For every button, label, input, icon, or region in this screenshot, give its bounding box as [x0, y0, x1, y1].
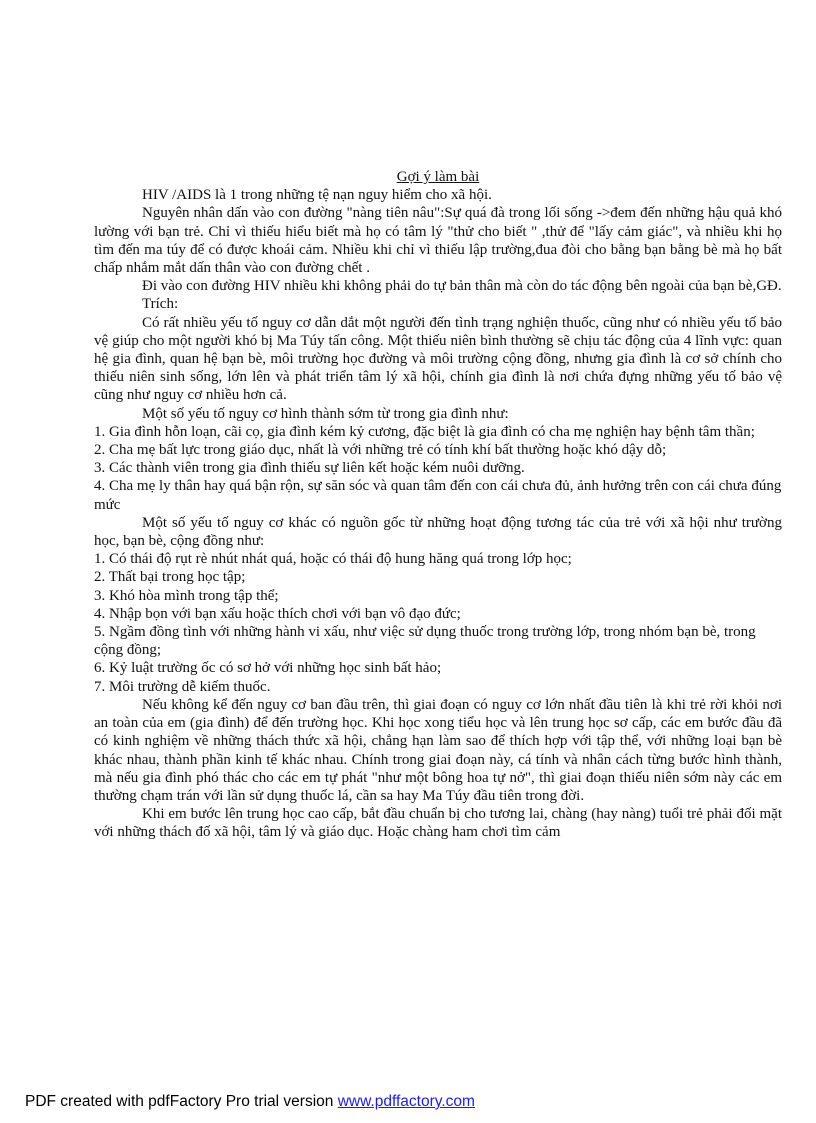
list-item: 4. Cha mẹ ly thân hay quá bận rộn, sự săn sóc và quan tâm đến con cái chưa đủ, ảnh hưởng trên con cái chưa đúng mức [94, 478, 782, 513]
list-item: 4. Nhập bọn với bạn xấu hoặc thích chơi với bạn vô đạo đức; [94, 605, 461, 622]
paragraph: Nguyên nhân dấn vào con đường "nàng tiên nâu":Sự quá đà trong lối sống ->đem đến những hậu quả khó lường với bạn trẻ. Chỉ vì thiếu hiểu biết mà họ có tâm lý "thử cho biết " ,thử để "lấy cảm giác", và nhiều khi họ tìm đến ma túy để có được khoái cảm. Nhiều khi chỉ vì thiếu lập trường,đua đòi cho bằng bạn bằng bè mà họ bất chấp nhắm mắt dấn thân vào con đường chết . [94, 205, 782, 277]
footer-text: PDF created with pdfFactory Pro trial version [25, 1093, 338, 1110]
list-item: 2. Thất bại trong học tập; [94, 569, 246, 586]
paragraph: Một số yếu tố nguy cơ hình thành sớm từ trong gia đình như: [142, 405, 509, 422]
list-item: 6. Kỷ luật trường ốc có sơ hở với những học sinh bất hảo; [94, 660, 442, 677]
paragraph: Trích: [142, 296, 179, 313]
list-item: 1. Có thái độ rụt rè nhút nhát quá, hoặc có thái độ hung hăng quá trong lớp học; [94, 551, 572, 568]
paragraph: Khi em bước lên trung học cao cấp, bắt đầu chuẩn bị cho tương lai, chàng (hay nàng) tuổi trẻ phải đối mặt với những thách đố xã hội, tâm lý và giáo dục. Hoặc chàng ham chơi tìm cảm [94, 806, 782, 841]
list-item: 3. Khó hòa mình trong tập thể; [94, 587, 279, 604]
list-item: 5. Ngầm đồng tình với những hành vi xấu, như việc sử dụng thuốc trong trường lớp, trong nhóm bạn bè, trong cộng đồng; [94, 624, 756, 659]
paragraph: Đi vào con đường HIV nhiều khi không phải do tự bản thân mà còn do tác động bên ngoài của bạn bè,GĐ. [142, 278, 782, 295]
footer-link[interactable]: www.pdffactory.com [337, 1093, 475, 1110]
document-title: Gợi ý làm bài [396, 169, 480, 185]
paragraph: Một số yếu tố nguy cơ khác có nguồn gốc từ những hoạt động tương tác của trẻ với xã hội như trường học, bạn bè, cộng đồng như: [94, 514, 782, 550]
document-body [94, 168, 782, 842]
list-item: 3. Các thành viên trong gia đình thiếu sự liên kết hoặc kém nuôi dưỡng. [94, 460, 525, 477]
list-item: 7. Môi trường dễ kiếm thuốc. [94, 678, 271, 695]
list-item: 1. Gia đình hỗn loạn, cãi cọ, gia đình kém kỷ cương, đặc biệt là gia đình có cha mẹ nghiện hay bệnh tâm thần; [94, 423, 755, 440]
paragraph: Nếu không kể đến nguy cơ ban đầu trên, thì giai đoạn có nguy cơ lớn nhất đầu tiên là khi trẻ rời khỏi nơi an toàn của em (gia đình) để đến trường học. Khi học xong tiểu học và lên trung học sơ cấp, các em bước đầu đã có kinh nghiệm về những thách thức xã hội, chẳng hạn làm sao để thích hợp với tập thể, với những loại bạn bè khác nhau, thành phần kinh tế khác nhau. Chính trong giai đoạn này, cá tính và nhân cách từng bước hình thành, mà nếu gia đình phó thác cho các em tự phát "như một bông hoa tự nở", thì giai đoạn thiếu niên sớm này các em thường chạm trán với lần sử dụng thuốc lá, cần sa hay Ma Túy đầu tiên trong đời. [94, 696, 782, 804]
pdf-footer [25, 1093, 475, 1111]
paragraph: HIV /AIDS là 1 trong những tệ nạn nguy hiểm cho xã hội. [142, 187, 492, 204]
paragraph: Có rất nhiều yếu tố nguy cơ dẫn dắt một người đến tình trạng nghiện thuốc, cũng như có nhiều yếu tố bảo vệ giúp cho một người khó bị Ma Túy tấn công. Một thiếu niên bình thường sẽ chịu tác động của 4 lĩnh vực: quan hệ gia đình, quan hệ bạn bè, môi trường học đường và môi trường cộng đồng, nhưng gia đình là cơ sở chính cho thiếu niên sinh sống, lớn lên và phát triển tâm lý xã hội, chính gia đình là nơi chứa đựng những yếu tố bảo vệ cũng như nguy cơ nhiều hơn cả. [94, 314, 782, 404]
list-item: 2. Cha mẹ bất lực trong giáo dục, nhất là với những trẻ có tính khí bất thường hoặc khó dậy dỗ; [94, 442, 667, 459]
